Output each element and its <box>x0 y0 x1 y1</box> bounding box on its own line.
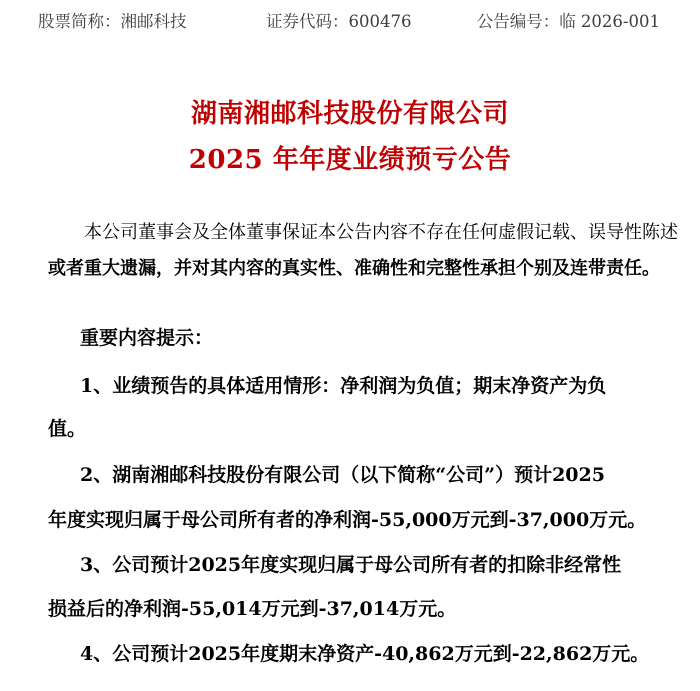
stock-short-name: 股票简称：湘邮科技 <box>38 12 187 31</box>
disclaimer-line-2: 或者重大遗漏，并对其内容的真实性、准确性和完整性承担个别及连带责任。 <box>48 258 660 279</box>
key-points-heading: 重要内容提示： <box>80 327 214 349</box>
announcement-number: 公告编号：临 2026-001 <box>476 12 660 31</box>
company-title: 湖南湘邮科技股份有限公司 <box>190 99 509 129</box>
key-point-2-line-1: 2、湖南湘邮科技股份有限公司（以下简称“公司”）预计2025 <box>80 464 605 486</box>
document-header <box>38 8 660 34</box>
stock-code: 证券代码：600476 <box>266 12 412 31</box>
key-point-1-line-2: 值。 <box>48 418 87 440</box>
announcement-title: 2025 年年度业绩预亏公告 <box>188 145 512 175</box>
key-point-3-line-2: 损益后的净利润-55,014万元到-37,014万元。 <box>48 598 457 620</box>
key-point-4-line-1: 4、公司预计2025年度期末净资产-40,862万元到-22,862万元。 <box>80 643 650 665</box>
key-point-3-line-1: 3、公司预计2025年度实现归属于母公司所有者的扣除非经常性 <box>80 554 622 576</box>
key-point-1-line-1: 1、业绩预告的具体适用情形：净利润为负值；期末净资产为负 <box>80 375 607 397</box>
disclaimer-line-1: 本公司董事会及全体董事保证本公告内容不存在任何虚假记载、误导性陈述 <box>84 222 678 243</box>
key-point-2-line-2: 年度实现归属于母公司所有者的净利润-55,000万元到-37,000万元。 <box>48 509 647 531</box>
